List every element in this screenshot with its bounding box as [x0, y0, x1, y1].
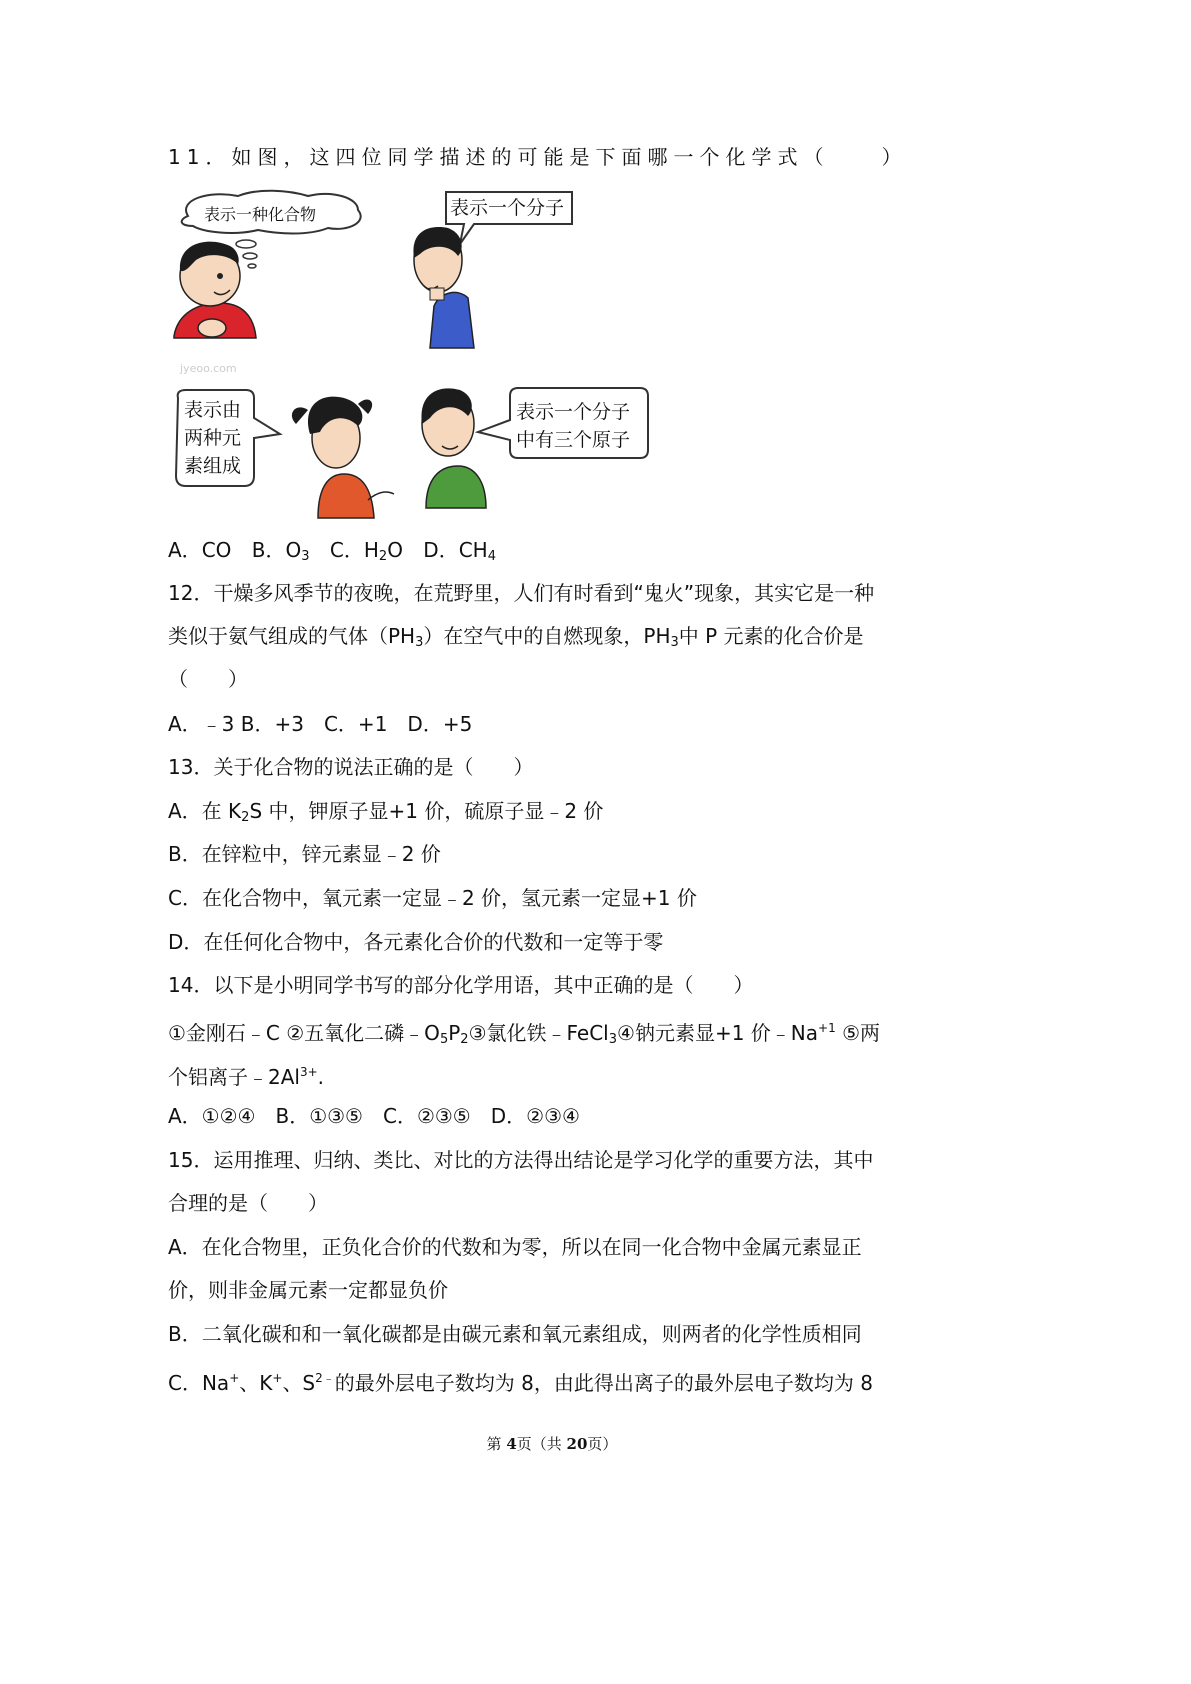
q13-stem: 13．关于化合物的说法正确的是（ ） [168, 755, 534, 779]
q12-answer-blank: （ ） [168, 667, 248, 691]
q15-option-b: B．二氧化碳和和一氧化碳都是由碳元素和氧元素组成，则两者的化学性质相同 [168, 1322, 862, 1346]
current-page-number: 4 [506, 1435, 517, 1453]
page-footer: 第 4页（共 20页） [486, 1435, 618, 1453]
watermark: jyeoo.com [180, 362, 237, 375]
q14-items-line-1: ①金刚石﹣C ②五氧化二磷$﹣O_5P_2③$氯化铁﹣FeCl$_3$④钠元素显+1 价$﹣Na^{+1}$ ⑤两 [168, 1021, 881, 1047]
bubble-2-text: 表示一个分子 [450, 197, 565, 219]
q13-option-d: D．在任何化合物中，各元素化合价的代数和一定等于零 [168, 930, 664, 954]
bubble-3-line-2: 两种元 [184, 427, 242, 449]
speech-bubble-4 [478, 388, 648, 458]
q11-cartoon-figure [168, 188, 658, 526]
bubble-1-text: 表示一种化合物 [204, 205, 317, 224]
bubble-4-line-2: 中有三个原子 [516, 429, 631, 451]
student-boy-red-shirt [174, 242, 256, 375]
q11-option-b: B．$O_3$ [251, 538, 310, 564]
q14-items-line-2: 个铝离子$﹣2Al^{3+}$. [168, 1065, 325, 1089]
q12-stem-line-2: 类似于氨气组成的气体$(PH_3)$在空气中的自燃现象，$PH_3$中 P 元素的化合价是 [168, 624, 864, 650]
q13-option-c: C．在化合物中，氧元素一定显﹣2 价，氢元素一定显+1 价 [168, 886, 697, 910]
total-page-count: 20 [566, 1435, 588, 1453]
student-boy-blue-shirt [413, 227, 474, 348]
q12-options: A．﹣3 B．+3 C．+1 D．+5 [168, 712, 473, 736]
bubble-3-line-3: 素组成 [184, 455, 242, 477]
q15-stem-line-1: 15．运用推理、归纳、类比、对比的方法得出结论是学习化学的重要方法，其中 [168, 1148, 874, 1172]
q13-option-a: A．在 $K_2S$ 中，钾原子显+1 价，硫原子显﹣2 价 [168, 799, 604, 825]
q14-options: A．①②④ B．①③⑤ C．②③⑤ D．②③④ [168, 1104, 580, 1128]
speech-bubble-2 [446, 192, 572, 244]
student-boy-green-shirt [421, 388, 486, 508]
q15-stem-line-2: 合理的是（ ） [168, 1191, 328, 1215]
q12-stem-line-1: 12．干燥多风季节的夜晚，在荒野里，人们有时看到“鬼火”现象，其实它是一种 [168, 581, 875, 605]
bubble-4-line-1: 表示一个分子 [516, 401, 631, 423]
q11-options [168, 537, 510, 570]
q11-option-d: D．$CH_4$ [423, 538, 496, 564]
q15-option-a-line-1: A．在化合物里，正负化合价的代数和为零，所以在同一化合物中金属元素显正 [168, 1235, 862, 1259]
q11-option-c: C．$H_2O$ [329, 538, 403, 564]
q14-stem: 14．以下是小明同学书写的部分化学用语，其中正确的是（ ） [168, 973, 754, 997]
q15-option-c: C．Na+、K+、$S^{2﹣}$的最外层电子数均为 8，由此得出离子的最外层电子数均为 8 [168, 1371, 873, 1395]
q15-option-a-line-2: 价，则非金属元素一定都显负价 [168, 1278, 448, 1302]
q11-stem: 11．如图，这四位同学描述的可能是下面哪一个化学式（ ） [168, 145, 908, 169]
student-girl [292, 397, 394, 518]
speech-bubble-3 [176, 390, 280, 486]
q13-option-b: B．在锌粒中，锌元素显﹣2 价 [168, 842, 441, 866]
bubble-3-line-1: 表示由 [184, 399, 242, 421]
q11-option-a: A．CO [168, 538, 232, 562]
